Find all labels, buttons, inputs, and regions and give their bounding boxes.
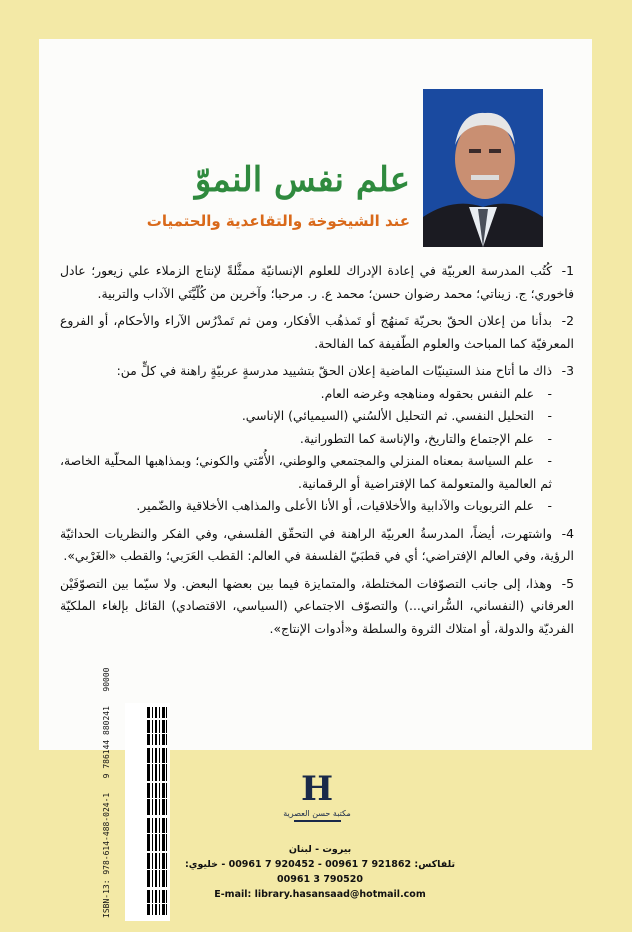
paragraph-3 [60,360,574,383]
publisher-email[interactable]: E-mail: library.hasansaad@hotmail.com [214,889,426,900]
paragraph-number: 3- [561,363,574,378]
paragraph-number: 4- [561,525,574,541]
publisher-city: بيروت - لبنان [288,844,352,855]
paragraph-text: ذاك ما أتاح منذ الستينيّات الماضية إعلان الحقّ بتشييد مدرسةٍ عربيّةٍ راهنة في كلٍّ من: [116,363,552,378]
book-subtitle: عند الشيخوخة والتقاعدية والحتميات [146,212,410,230]
logo-text: مكتبة حسن العصرية [283,809,351,818]
paragraph-text: وهذا، إلى جانب التصوّفات المختلطة، والمتمايزة فيما بين بعضها البعض. ولا سيّما بين التصوّفَيْن العرفاني (النفساني، السُّراني...) والتصوّف الاجتماعي (السياسي، الاقتصادي) القائل بإلغاء الملكيّة الفرديّة والدولة، أو امتلاك الثروة والسلطة و«أدوات الإنتاج». [60,575,574,636]
paragraph-2 [60,310,574,355]
book-title: علم نفس النموّ [194,160,410,200]
list-item-text: علم السياسة بمعناه المنزلي والمجتمعي والوطني، الأُمّتي والكوني؛ وبمذاهبها المحلّية الخاصة، ثم العالمية والمتعولمة كما الإفتراضية أو الرقمانية. [60,453,552,491]
paragraph-4 [60,523,574,568]
author-photo [423,89,543,247]
paragraph-number: 1- [561,263,574,278]
list-item-text: التحليل النفسي. ثم التحليل الألسُني (السيميائي) الإناسي. [241,408,534,423]
paragraph-number: 2- [561,313,574,328]
list-item: -علم السياسة بمعناه المنزلي والمجتمعي والوطني، الأُمّتي والكوني؛ وبمذاهبها المحلّية الخاصة، ثم العالمية والمتعولمة كما الإفتراضية أو الرقمانية. [60,453,552,491]
list-item: -علم الإجتماع والتاريخ، والإناسة كما التطورانية. [299,430,552,446]
barcode-digits: 9 786144 880241 [102,706,111,779]
paragraph-text: كُتُب المدرسة العربيّة في إعادة الإدراك للعلوم الإنسانيّة ممثَّلةً لإنتاج الزملاء علي زيعور؛ عادل فاخوري؛ ج. زيناتي؛ محمد رضوان حسن؛ محمد ع. ر. مرحبا؛ وآخرين من كُلّيَّتَي الآداب والتربية. [60,263,574,301]
list-item-text: علم النفس بحقوله ومناهجه وغرضه العام. [320,385,534,401]
paragraph-5 [60,573,574,641]
list-item-text: علم التربويات والآدابية والأخلاقيات، أو الأنا الأعلى والمذاهب الأخلاقية والضّمير. [136,498,534,513]
barcode-addon: 90000 [102,667,111,692]
publisher-info [170,842,470,902]
isbn-barcode [125,703,170,921]
paragraph-text: واشتهرت، أيضاً، المدرسةُ العربيّة الراهنة في التحقّق الفلسفي، وفي الفكر والنظريات الحداثيّة الرؤية، وفي العالم الإفتراضي؛ أي في قطبَيّ الفلسفة في العالم: القطب العَرَبي؛ والقطب «الغَرْبي». [60,525,574,563]
list-item: -علم النفس بحقوله ومناهجه وغرضه العام. [320,385,552,401]
paragraph-number: 5- [561,575,574,591]
list-item: -علم التربويات والآدابية والأخلاقيات، أو الأنا الأعلى والمذاهب الأخلاقية والضّمير. [136,498,552,513]
list-item-text: علم الإجتماع والتاريخ، والإناسة كما التطورانية. [299,430,534,446]
publisher-logo [280,770,355,830]
isbn-number: ISBN-13: 978-614-488-024-1 [102,792,111,918]
publisher-phones: تلفاكس: 921862 7 00961 - 920452 7 00961 - خليوي: 790520 3 00961 [184,859,456,885]
paragraph-text: بدأنا من إعلان الحقّ بحريّة تَمنهُج أو تَمذهُب الأفكار، ومن ثم تَمدْرُس الآراء والأحكام، أو الفروع المعرفيّة كما المباحث والعلوم الطّفيفة كما الفالحة. [60,313,574,351]
paragraph-1 [60,260,574,305]
back-cover-text [60,260,574,640]
list-item: -التحليل النفسي. ثم التحليل الألسُني (السيميائي) الإناسي. [241,408,552,423]
isbn-label [102,667,124,918]
logo-letter: H [300,770,334,809]
